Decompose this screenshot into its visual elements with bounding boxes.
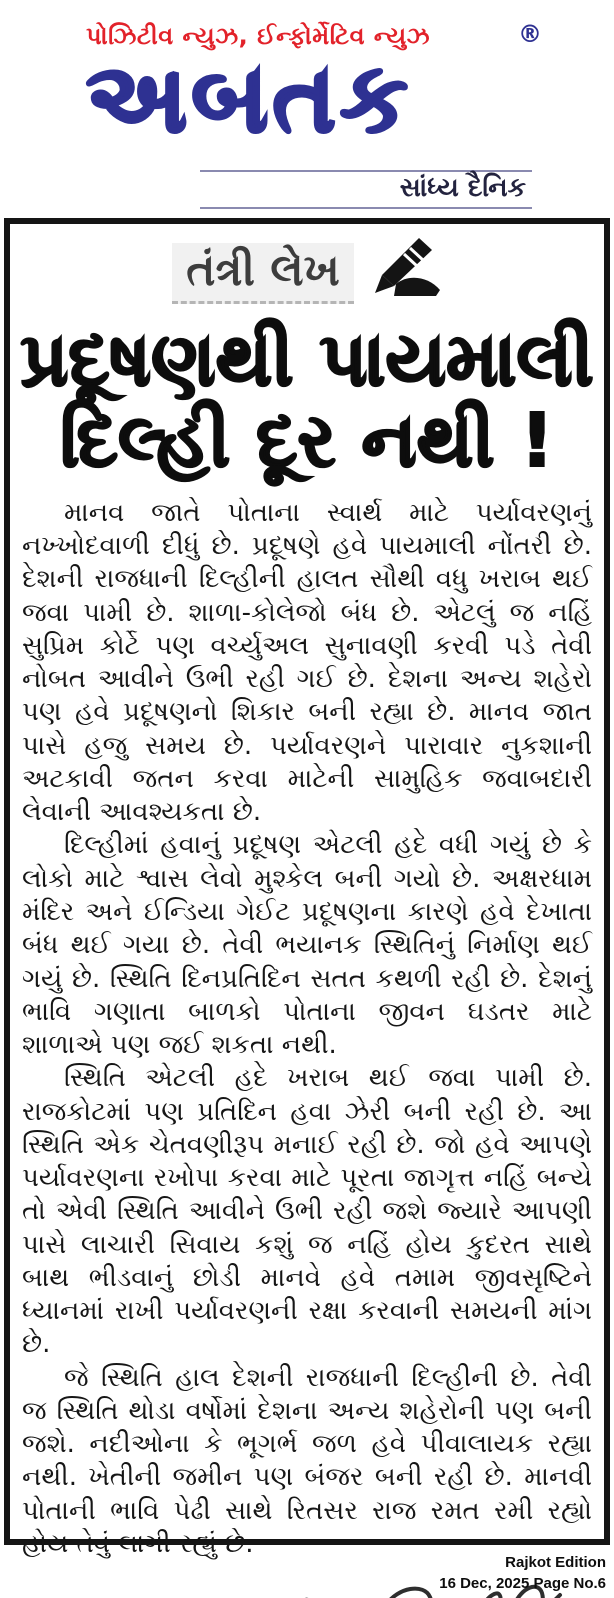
editorial-paragraph-2: દિલ્હીમાં હવાનું પ્રદૂષણ એટલી હદે વધી ગયું છે કે લોકો માટે શ્વાસ લેવો મુશ્કેલ બની ગયો છે. અક્ષરધામ મંદિર અને ઈન્ડિયા ગેઈટ પ્રદૂષણના કારણે હવે દેખાતા બંધ થઈ ગયા છે. તેવી ભયાનક સ્થિતિનું નિર્માણ થઈ ગયું છે. સ્થિતિ દિનપ્રતિદિન સતત કથળી રહી છે. દેશનું ભાવિ ગણાતા બાળકો પોતાના જીવન ઘડતર માટે શાળાએ પણ જઈ શકતા નથી. [22, 830, 592, 1061]
newspaper-logo: અબતક [86, 42, 412, 154]
editorial-section-label: તંત્રી લેખ [172, 243, 354, 304]
editorial-paragraph-3: સ્થિતિ એટલી હદે ખરાબ થઈ જવા પામી છે. રાજકોટમાં પણ પ્રતિદિન હવા ઝેરી બની રહી છે. આ સ્થિતિ એક ચેતવણીરૂપ મનાઈ રહી છે. જો હવે આપણે પર્યાવરણના રખોપા કરવા માટે પૂરતા જાગૃત્ત નહિં બન્યે તો એવી સ્થિતિ આવીને ઉભી રહી જશે જ્યારે આપણી પાસે લાચારી સિવાય કશું જ નહિં હોય કુદરત સાથે બાથ ભીડવાનું છોડી માનવે હવે તમામ જીવસૃષ્ટિને ધ્યાનમાં રાખી પર્યાવરણની રક્ષા કરવાની સમયની માંગ છે. [22, 1063, 592, 1360]
editorial-title-line2: દિલ્હી દૂર નથી ! [59, 398, 555, 485]
editorial-title [14, 317, 600, 485]
masthead [0, 0, 614, 218]
page-footer [439, 1552, 606, 1594]
masthead-subtitle: સાંધ્ય દૈનિક [399, 173, 526, 203]
edition-label: Rajkot Edition [505, 1554, 606, 1571]
editorial-paragraph-1: માનવ જાતે પોતાના સ્વાર્થ માટે પર્યાવરણનું નખ્ખોદવાળી દીધું છે. પ્રદૂષણે હવે પાયમાલી નોંતરી છે. દેશની રાજધાની દિલ્હીની હાલત સૌથી વધુ ખરાબ થઈ જવા પામી છે. શાળા-કોલેજો બંધ છે. એટલું જ નહિં સુપ્રિમ કોર્ટે પણ વર્ચ્યુઅલ સુનાવણી કરવી પડે તેવી નોબત આવીને ઉભી રહી ગઈ છે. દેશના અન્ય શહેરો પણ હવે પ્રદૂષણનો શિકાર બની રહ્યા છે. માનવ જાત પાસે હજુ સમય છે. પર્યાવરણને પારાવાર નુકશાની અટકાવી જતન કરવા માટેની સામુહિક જવાબદારી લેવાની આવશ્યકતા છે. [22, 497, 592, 828]
registered-trademark-icon: ® [518, 20, 542, 48]
pen-writing-icon [364, 236, 442, 302]
editorial-section-header [10, 236, 604, 304]
masthead-rule-bottom [200, 207, 532, 209]
editorial-box [4, 218, 610, 1560]
date-page-label: 16 Dec, 2025 Page No.6 [439, 1575, 606, 1592]
masthead-tagline: પોઝિટીવ ન્યુઝ, ઈન્ફોર્મેટિવ ન્યુઝ [86, 22, 430, 50]
editorial-body [10, 489, 604, 1562]
editorial-paragraph-4: જે સ્થિતિ હાલ દેશની રાજધાની દિલ્હીની છે. તેવી જ સ્થિતિ થોડા વર્ષોમાં દેશના અન્ય શહેરોની પણ બની જશે. નદીઓના કે ભૂગર્ભ જળ હવે પીવાલાયક રહ્યા નથી. ખેતીની જમીન પણ બંજર બની રહી છે. માનવી પોતાની ભાવિ પેઢી સાથે રિતસર રાજ રમત રમી રહ્યો હોય તેવું લાગી રહ્યું છે. [22, 1362, 592, 1560]
masthead-subtitle-block [200, 170, 532, 209]
editorial-title-line1: પ્રદૂષણથી પાયમાલી [20, 317, 594, 403]
